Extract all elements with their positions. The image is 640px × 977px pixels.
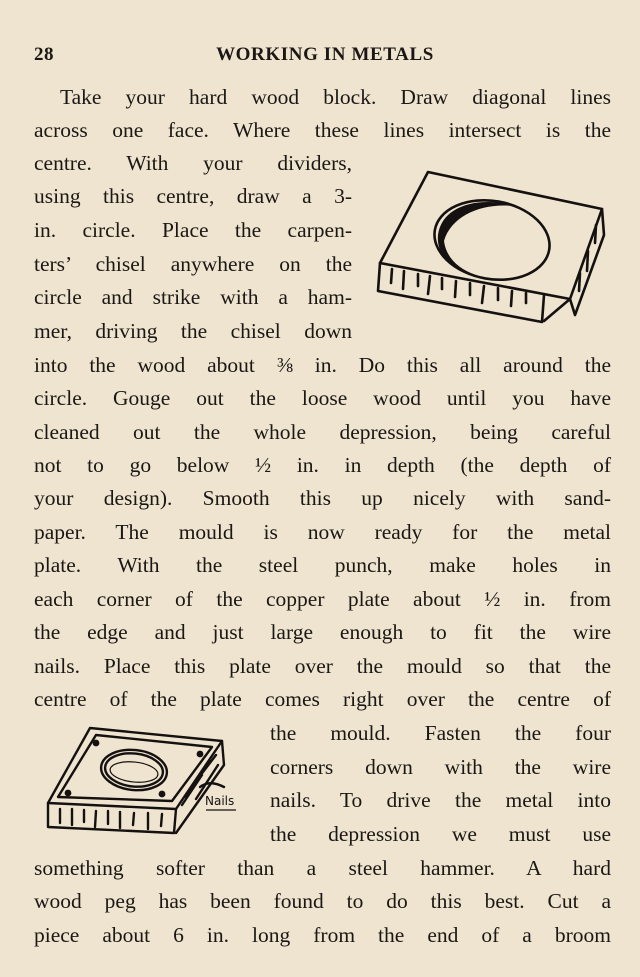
text-line: nails. Place this plate over the mould so that the bbox=[34, 654, 611, 678]
running-head: WORKING IN METALS bbox=[216, 44, 434, 65]
text-line: piece about 6 in. long from the end of a broom bbox=[34, 923, 611, 947]
page-number: 28 bbox=[34, 44, 54, 65]
text-line: not to go below ½ in. in depth (the depth of bbox=[34, 453, 611, 477]
text-line: using this centre, draw a 3- bbox=[34, 184, 352, 208]
text-line: into the wood about ⅜ in. Do this all around the bbox=[34, 353, 611, 377]
text-line: plate. With the steel punch, make holes in bbox=[34, 553, 611, 577]
text-line: your design). Smooth this up nicely with sand- bbox=[34, 486, 611, 510]
text-line: the depression we must use bbox=[270, 822, 611, 846]
text-line: centre of the plate comes right over the centre of bbox=[34, 687, 611, 711]
text-line: nails. To drive the metal into bbox=[270, 788, 611, 812]
text-line: ters’ chisel anywhere on the bbox=[34, 252, 352, 276]
carved-wood-block-with-circular-depression-icon bbox=[370, 165, 610, 330]
text-line: the edge and just large enough to fit the wire bbox=[34, 620, 611, 644]
text-line: across one face. Where these lines intersect is the bbox=[34, 118, 611, 142]
text-line: mer, driving the chisel down bbox=[34, 319, 352, 343]
text-line: circle. Gouge out the loose wood until you have bbox=[34, 386, 611, 410]
text-line: Take your hard wood block. Draw diagonal lines bbox=[60, 85, 611, 109]
text-line: centre. With your dividers, bbox=[34, 151, 352, 175]
text-line: the mould. Fasten the four bbox=[270, 721, 611, 745]
copper-plate-nailed-over-mould-icon bbox=[40, 725, 265, 840]
text-line: in. circle. Place the carpen- bbox=[34, 218, 352, 242]
text-line: each corner of the copper plate about ½ in. from bbox=[34, 587, 611, 611]
text-line: wood peg has been found to do this best. Cut a bbox=[34, 889, 611, 913]
text-line: circle and strike with a ham- bbox=[34, 285, 352, 309]
text-line: something softer than a steel hammer. A hard bbox=[34, 856, 611, 880]
text-line: paper. The mould is now ready for the metal bbox=[34, 520, 611, 544]
text-line: cleaned out the whole depression, being careful bbox=[34, 420, 611, 444]
nails-label: Nails bbox=[205, 794, 235, 808]
text-line: corners down with the wire bbox=[270, 755, 611, 779]
